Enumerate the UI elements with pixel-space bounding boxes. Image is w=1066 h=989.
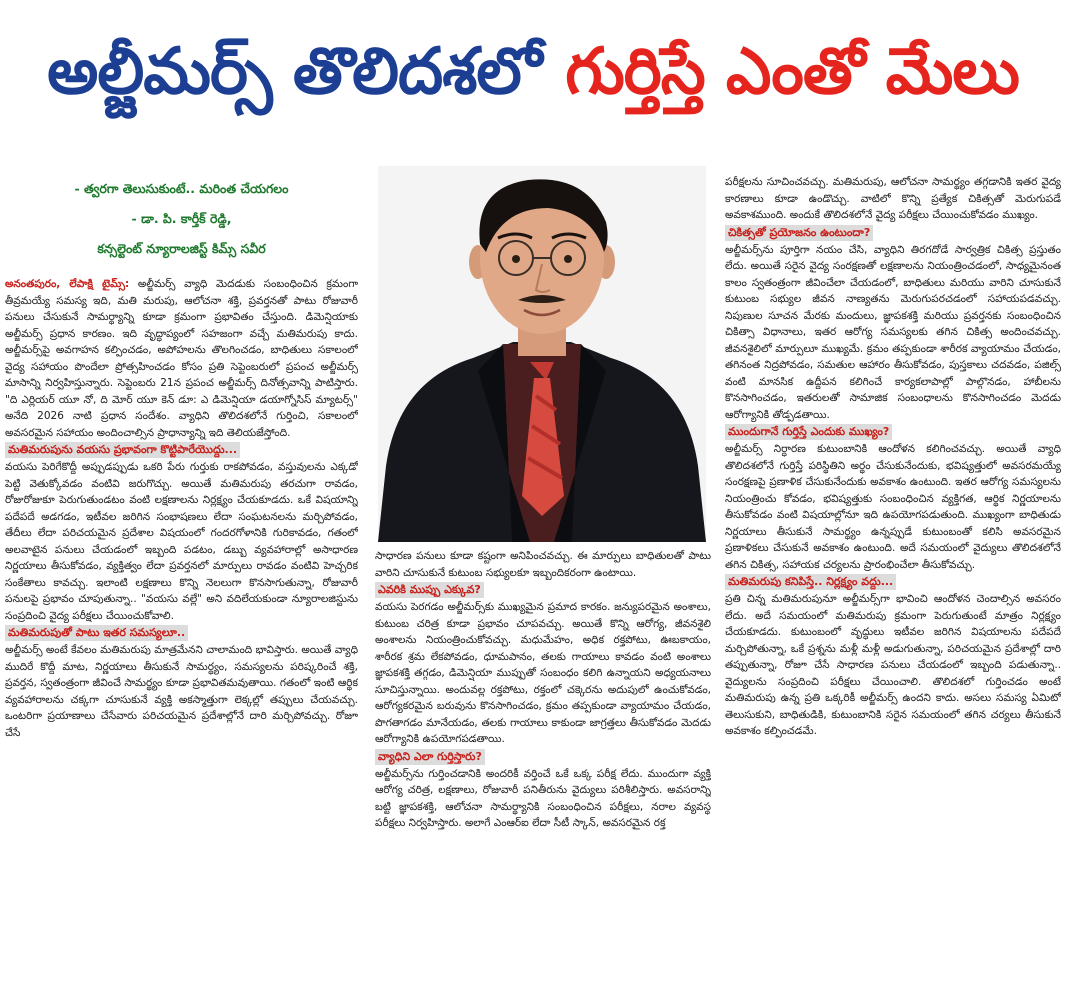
paragraph-other-problems-cont: సాధారణ పనులు కూడా కష్టంగా అనిపించవచ్చు. ఈ మార్పులు బాధితులతో పాటు వారిని చూసుకునే కుటుంబ సభ్యులకూ ఇబ్బందికరంగా ఉంటాయి.	[375, 550, 711, 579]
paragraph-other-problems: అల్జీమర్స్ అంటే కేవలం మతిమరుపు మాత్రమేనని చాలామంది భావిస్తారు. అయితే వ్యాధి ముదిరే కొద్దీ మాట, నిర్ణయాలు తీసుకునే సామర్థ్యం, సమస్యలను పరిష్కరించే శక్తి, ప్రవర్తన, స్వతంత్రంగా జీవించే సామర్థ్యం కూడా ప్రభావితమవుతాయి. గతంలో ఇంటి ఆర్థిక వ్యవహారాలను చక్కగా చూసుకునే వ్యక్తి అకస్మాత్తుగా లెక్కల్లో తప్పులు చేయవచ్చు. ఒంటరిగా ప్రయాణాలు చేసేవారు పరిచయమైన ప్రదేశాల్లోనే దారి మర్చిపోవచ్చు. రోజూ చేసే	[5, 644, 358, 739]
paragraph-diagnosis-cont: పరీక్షలను సూచించవచ్చు. మతిమరుపు, ఆలోచనా సామర్థ్యం తగ్గడానికి ఇతర వైద్య కారణాలు కూడా ఉండొచ్చు. వాటిలో కొన్ని ప్రత్యేక చికిత్సతో మెరుగుపడే అవకాశముంది. అందుకే తొలిదశలోనే వైద్య పరీక్షలు చేయించుకోవడం ముఖ్యం.	[725, 176, 1061, 221]
subheading-diagnosis: వ్యాధిని ఎలా గుర్తిస్తారు?	[375, 749, 485, 765]
paragraph-treatment: అల్జీమర్స్‌ను పూర్తిగా నయం చేసి, వ్యాధిని తిరగదోడే సార్వత్రిక చికిత్స ప్రస్తుతం లేదు. అయితే సరైన వైద్య సంరక్షణతో లక్షణాలను నియంత్రించడంలో, సాధ్యమైనంత కాలం స్వతంత్రంగా జీవించేలా చేయడంలో, బాధితులు మరియు వారిని చూసుకునే కుటుంబ సభ్యుల జీవన నాణ్యతను మెరుగుపరచడంలో సహాయపడవచ్చు. నిపుణుల సూచన మేరకు మందులు, జ్ఞాపకశక్తి మరియు ప్రవర్తనకు సంబంధించిన చికిత్సా విధానాలు, ఇతర ఆరోగ్య సమస్యలకు తగిన చికిత్స అందించవచ్చు. జీవనశైలిలో మార్పులూ ముఖ్యమే. క్రమం తప్పకుండా శారీరక వ్యాయామం చేయడం, తగినంత నిద్రపోవడం, సమతుల ఆహారం తీసుకోవడం, పుస్తకాలు చదవడం, పజిల్స్ వంటి మానసిక ఉద్దీపన కలిగించే కార్యకలాపాల్లో పాల్గొనడం, హాబీలను కొనసాగించడం, ఇతరులతో సామాజిక సంబంధాలను కొనసాగించడం మెదడు ఆరోగ్యానికి తోడ్పడతాయి.	[725, 243, 1061, 421]
subheading-dont-ignore: మతిమరుపు కనిపిస్తే.. నిర్లక్ష్యం వద్దు...	[725, 574, 896, 590]
headline-part-2: గుర్తిస్తే ఎంతో మేలు	[565, 34, 1019, 109]
subheading-other-problems: మతిమరుపుతో పాటు ఇతర సమస్యలూ..	[5, 625, 188, 641]
paragraph-dont-ignore: ప్రతి చిన్న మతిమరుపునూ అల్జీమర్స్‌గా భావించి ఆందోళన చెందాల్సిన అవసరం లేదు. అదే సమయంలో మతిమరుపు క్రమంగా పెరుగుతుంటే మాత్రం నిర్లక్ష్యం చేయకూడదు. కుటుంబంలో వృద్ధులు ఇటీవల జరిగిన విషయాలను పదేపదే మర్చిపోతున్నా, ఒకే ప్రశ్నను మళ్లీ మళ్లీ అడుగుతున్నా, పరిచయమైన ప్రదేశాల్లో దారి తప్పుతున్నా, రోజూ చేసే సాధారణ పనులు చేయడంలో ఇబ్బంది పడుతున్నా.. వైద్యులను సంప్రదించి పరీక్షలు చేయించాలి. తొలిదశలో గుర్తించడం అంటే మతిమరుపు ఉన్న ప్రతి ఒక్కరికీ అల్జీమర్స్ ఉందని కాదు. అసలు సమస్య ఏమిటో తెలుసుకుని, బాధితుడికి, కుటుంబానికి సరైన సమయంలో తగిన చర్యలు తీసుకునే అవకాశం కల్పించడమే.	[725, 593, 1061, 737]
intro-text: అల్జీమర్స్ వ్యాధి మెదడుకు సంబంధించిన క్రమంగా తీవ్రమయ్యే సమస్య ఇది, మతి మరుపు, ఆలోచనా శక్తి, ప్రవర్తనతో పాటు రోజువారీ పనులు చేసుకునే సామర్థ్యాన్ని కూడా క్రమంగా ప్రభావితం చేస్తుంది. డిమెన్షియాకు అల్జీమర్స్ ప్రధాన కారణం. ఇది వృద్ధాప్యంలో సహజంగా వచ్చే మతిమరుపు కాదు. అల్జీమర్స్‌పై అవగాహన కల్పించడం, అపోహలను తొలగించడం, బాధితులు సకాలంలో వైద్య సహాయం పొందేలా ప్రోత్సహించడం కోసం ప్రతి సెప్టెంబరులో ప్రపంచ అల్జీమర్స్ మాసాన్ని నిర్వహిస్తున్నారు. సెప్టెంబరు 21న ప్రపంచ అల్జీమర్స్ దినోత్సవాన్ని పాటిస్తారు. "ది ఎర్లియర్ యూ నో, ది మోర్ యూ కెన్ డూ: ఎ డిమెన్షియా డయాగ్నోసిస్ మ్యాటర్స్" అనేది 2026 నాటి ప్రధాన సందేశం. వ్యాధిని తొలిదశలోనే గుర్తించి, సకాలంలో అవసరమైన సహాయం అందించాల్సిన ప్రాధాన్యాన్ని ఇది తెలియజేస్తోంది.	[5, 278, 358, 439]
paragraph-forgetfulness: వయసు పెరిగేకొద్దీ అప్పుడప్పుడు ఒకరి పేరు గుర్తుకు రాకపోవడం, వస్తువులను ఎక్కడో పెట్టి వెతుక్కోవడం వంటివి జరుగొచ్చు. అయితే మతిమరుపు తరచుగా రావడం, రోజురోజుకూ పెరుగుతుండటం వంటి లక్షణాలను నిర్లక్ష్యం చేయకూడదు. ఒకే విషయాన్ని పదేపదే అడగడం, ఇటీవల జరిగిన సంభాషణలు లేదా సంఘటనలను మర్చిపోవడం, తేదీలు లేదా పరిచయమైన ప్రదేశాల విషయంలో గందరగోళానికి గురికావడం, గతంలో అలవాటైన పనులు చేయడంలో ఇబ్బంది పడటం, డబ్బు వ్యవహారాల్లో అసాధారణ నిర్ణయాలు తీసుకోవడం, వ్యక్తిత్వం లేదా ప్రవర్తనలో మార్పులు రావడం వంటివి హెచ్చరిక సంకేతాలు కావచ్చు. ఇలాంటి లక్షణాలు కొన్ని నెలలుగా కొనసాగుతున్నా, రోజువారీ పనులపై ప్రభావం చూపుతున్నా.. "వయసు వల్లే" అని వదిలేయకుండా న్యూరాలజిస్టును సంప్రదించి వైద్య పరీక్షలు చేయించుకోవాలి.	[5, 461, 358, 622]
article-column-2	[375, 548, 711, 989]
byline	[5, 174, 358, 264]
headline-part-1: అల్జీమర్స్ తొలిదశలో	[47, 34, 542, 109]
subheading-risk: ఎవరికి ముప్పు ఎక్కువ?	[375, 582, 484, 598]
paragraph-risk: వయసు పెరగడం అల్జీమర్స్‌కు ముఖ్యమైన ప్రమాద కారకం. జన్యుపరమైన అంశాలు, కుటుంబ చరిత్ర కూడా ప్రభావం చూపవచ్చు. అయితే కొన్ని ఆరోగ్య, జీవనశైలి అంశాలను నియంత్రించుకోవచ్చు. మధుమేహం, అధిక రక్తపోటు, ఊబకాయం, శారీరక శ్రమ లేకపోవడం, ధూమపానం, తలకు గాయాలు కావడం వంటి అంశాలు జ్ఞాపకశక్తి తగ్గడం, డిమెన్షియా ముప్పుతో సంబంధం కలిగి ఉన్నాయని అధ్యయనాలు సూచిస్తున్నాయి. అందువల్ల రక్తపోటు, రక్తంలో చక్కెరను అదుపులో ఉంచుకోవడం, ఆరోగ్యకరమైన బరువును కొనసాగించడం, క్రమం తప్పకుండా వ్యాయామం చేయడం, పొగతాగడం మానేయడం, తలకు గాయాలు కాకుండా జాగ్రత్తలు తీసుకోవడం మెదడు ఆరోగ్యానికి ఉపయోగపడతాయి.	[375, 601, 711, 745]
paragraph-diagnosis: అల్జీమర్స్‌ను గుర్తించడానికి అందరికీ వర్తించే ఒకే ఒక్క పరీక్ష లేదు. ముందుగా వ్యక్తి ఆరోగ్య చరిత్ర, లక్షణాలు, రోజువారీ పనితీరును వైద్యులు పరిశీలిస్తారు. అవసరాన్ని బట్టి జ్ఞాపకశక్తి, ఆలోచనా సామర్థ్యానికి సంబంధించిన పరీక్షలు, నరాల వ్యవస్థ పరీక్షలు నిర్వహిస్తారు. అలాగే ఎంఆర్ఐ లేదా సీటీ స్కాన్, అవసరమైన రక్త	[375, 767, 711, 829]
subheading-forgetfulness: మతిమరుపును వయసు ప్రభావంగా కొట్టిపారేయొద్దు...	[5, 442, 240, 458]
paragraph-early-detection: అల్జీమర్స్ నిర్ధారణ కుటుంబానికి ఆందోళన కలిగించవచ్చు. అయితే వ్యాధి తొలిదశలోనే గుర్తిస్తే పరిస్థితిని అర్థం చేసుకునేందుకు, భవిష్యత్తులో అవసరమయ్యే సంరక్షణపై ప్రణాళిక చేసుకునేందుకు అవకాశం ఉంటుంది. ఇతర ఆరోగ్య సమస్యలను నియంత్రించు కోవడం, భవిష్యత్తుకు సంబంధించిన వ్యక్తిగత, ఆర్థిక నిర్ణయాలను తీసుకోవడం వంటి విషయాల్లోనూ ఇది ఉపయోగపడుతుంది. ముఖ్యంగా బాధితుడు నిర్ణయాలు తీసుకునే సామర్థ్యం ఉన్నప్పుడే కుటుంబంతో కలిసి అవసరమైన ప్రణాళికలు చేసుకునే అవకాశం ఉంటుంది. అదే సమయంలో వైద్యులు తొలిదశలోనే తగిన చికిత్స, సహాయక చర్యలను ప్రారంభించేలా తీసుకోవచ్చు.	[725, 443, 1061, 571]
article-intro	[5, 276, 358, 441]
byline-designation: కన్సల్టెంట్ న్యూరాలజిస్ట్ కిమ్స్ సవీర	[97, 241, 266, 256]
byline-author: - డా. పి. కార్తీక్ రెడ్డి,	[131, 211, 232, 226]
subheading-treatment: చికిత్సతో ప్రయోజనం ఉంటుందా?	[725, 225, 873, 241]
article-column-1	[5, 276, 358, 989]
byline-tagline: - త్వరగా తెలుసుకుంటే.. మరింత చేయగలం	[74, 181, 289, 196]
article-column-3	[725, 174, 1061, 989]
doctor-photo	[378, 166, 706, 542]
headline	[0, 0, 1066, 158]
dateline: అనంతపురం, లేపాక్షి టైమ్స్:	[5, 278, 130, 290]
subheading-early-detection: ముందుగానే గుర్తిస్తే ఎందుకు ముఖ్యం?	[725, 424, 892, 440]
doctor-portrait-image	[378, 166, 706, 542]
